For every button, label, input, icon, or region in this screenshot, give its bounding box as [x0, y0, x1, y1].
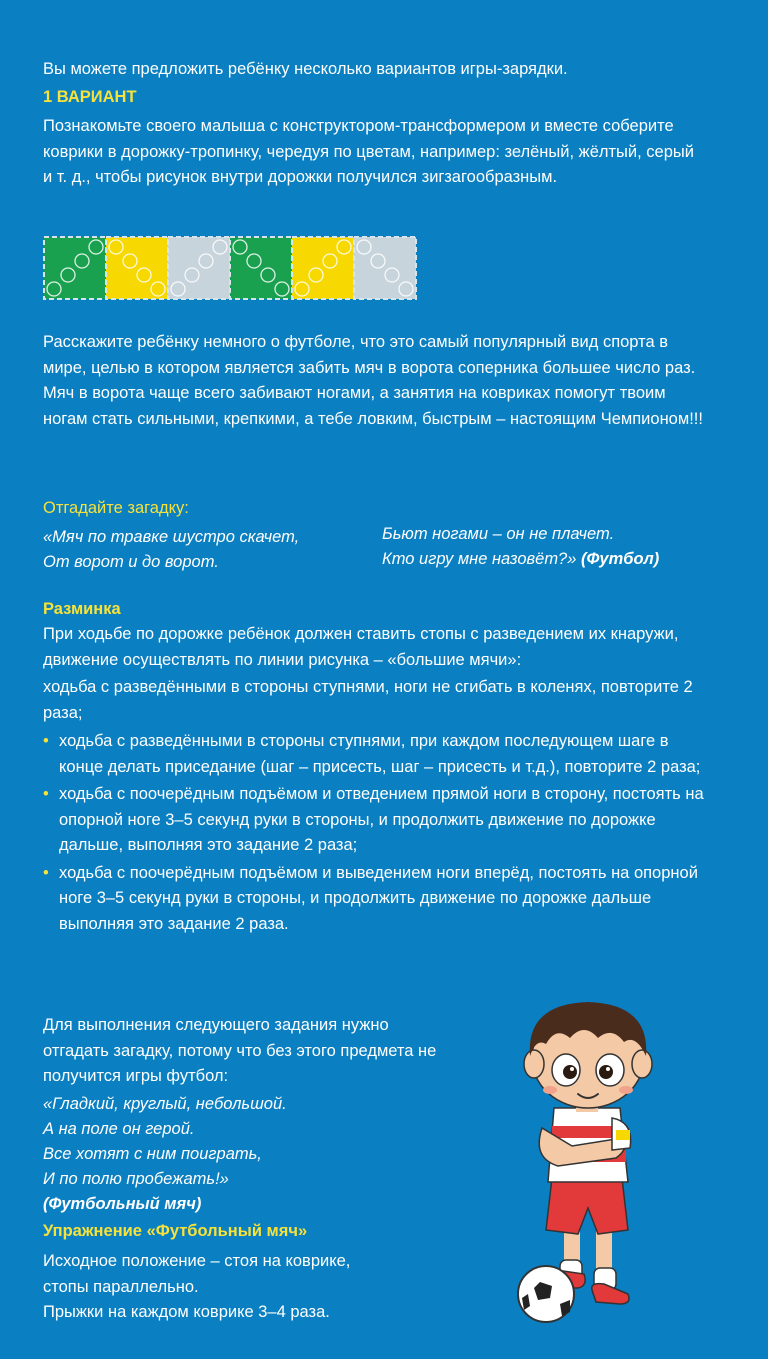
variant-text: Познакомьте своего малыша с конструктором-трансформером и вместе соберите коврики в дорожку-тропинку, чередуя по цветам, например: зелёный, жёлтый, серый и т. д., чтобы рисунок внутри дорожки получился зигзагообразным. — [43, 117, 694, 186]
riddle1-col-left — [43, 525, 299, 575]
mat-tile — [292, 237, 354, 299]
riddle2-poem — [43, 1092, 287, 1217]
warmup-text1: При ходьбе по дорожке ребёнок должен ставить стопы с разведением их кнаружи, движение осуществлять по линии рисунка – «большие мячи»: — [43, 625, 679, 669]
bullet-text: ходьба с разведёнными в стороны ступнями, при каждом последующем шаге в конце делать приседание (шаг – присесть, шаг – присесть и т.д.), повторите 2 раза; — [59, 732, 701, 776]
riddle2-text: Для выполнения следующего задания нужно отгадать загадку, потому что без этого предмета не получится игры футбол: — [43, 1016, 437, 1085]
boy-footballer-illustration — [512, 998, 682, 1328]
warmup-title: Разминка — [43, 600, 121, 618]
riddle1-line3: Бьют ногами – он не плачет. — [382, 525, 615, 543]
riddle2-line4: И по полю пробежать!» — [43, 1170, 229, 1188]
left-cheek — [543, 1086, 557, 1094]
riddle2-line1: «Гладкий, круглый, небольшой. — [43, 1095, 287, 1113]
right-shoe — [592, 1284, 629, 1304]
riddle2-answer: (Футбольный мяч) — [43, 1195, 202, 1213]
list-item — [43, 729, 713, 780]
exercise-line3: Прыжки на каждом коврике 3–4 раза. — [43, 1303, 330, 1321]
bullet-text: ходьба с поочерёдным подъёмом и выведением ноги вперёд, постоять на опорной ноге 3–5 секунд руки в стороны, и продолжить движение по дорожке дальше выполняя это задание 2 раза. — [59, 863, 698, 933]
bullet-text: ходьба с поочерёдным подъёмом и отведением прямой ноги в сторону, постоять на опорной ноге 3–5 секунд руки в стороны, и продолжить движение по дорожке дальше, выполняя это задание 2 раза; — [59, 785, 704, 854]
riddle1-answer: (Футбол) — [581, 550, 660, 568]
mat-tile — [106, 237, 168, 299]
riddle2-line2: А на поле он герой. — [43, 1120, 195, 1138]
left-eye-highlight — [570, 1067, 574, 1071]
list-item — [43, 782, 713, 859]
mat-path-illustration — [43, 236, 423, 300]
left-ear — [524, 1050, 544, 1078]
riddle1-title: Отгадайте загадку: — [43, 499, 189, 517]
variant-title: 1 ВАРИАНТ — [43, 88, 137, 106]
riddle2-line3: Все хотят с ним поиграть, — [43, 1145, 262, 1163]
right-eye-highlight — [606, 1067, 610, 1071]
bullet-icon: • — [43, 732, 49, 750]
mat-tile — [354, 237, 416, 299]
right-pupil — [599, 1065, 613, 1079]
mat-tile — [168, 237, 230, 299]
left-pupil — [563, 1065, 577, 1079]
riddle1-line4: Кто игру мне назовёт?» — [382, 550, 577, 568]
exercise-title: Упражнение «Футбольный мяч» — [43, 1222, 308, 1240]
shorts — [546, 1178, 628, 1234]
riddle1-line1: «Мяч по травке шустро скачет, — [43, 528, 300, 546]
football-text: Расскажите ребёнку немного о футболе, что это самый популярный вид спорта в мире, целью в котором является забить мяч в ворота соперника большее число раз. Мяч в ворота чаще всего забивают ногами, а занятия на ковриках помогут твоим ногам стать сильными, крепкими, а тебе ловким, быстрым – настоящим Чемпионом!!! — [43, 333, 703, 428]
bullet-icon: • — [43, 785, 49, 803]
warmup-bullet-list — [43, 729, 713, 939]
right-cheek — [619, 1086, 633, 1094]
riddle1-line2: От ворот и до ворот. — [43, 553, 219, 571]
exercise-line2: стопы параллельно. — [43, 1277, 199, 1296]
mat-tile — [230, 237, 292, 299]
intro-text: Вы можете предложить ребёнку несколько вариантов игры-зарядки. — [43, 60, 568, 78]
exercise-text — [43, 1249, 350, 1326]
right-ear — [632, 1050, 652, 1078]
riddle1-col-right — [382, 522, 659, 572]
armband — [616, 1130, 630, 1140]
warmup-text2: ходьба с разведёнными в стороны ступнями, ноги не сгибать в коленях, повторите 2 раза; — [43, 678, 693, 722]
exercise-line1: Исходное положение – стоя на коврике, — [43, 1252, 351, 1270]
bullet-icon: • — [43, 863, 49, 882]
mat-tile — [44, 237, 106, 299]
list-item — [43, 861, 713, 938]
